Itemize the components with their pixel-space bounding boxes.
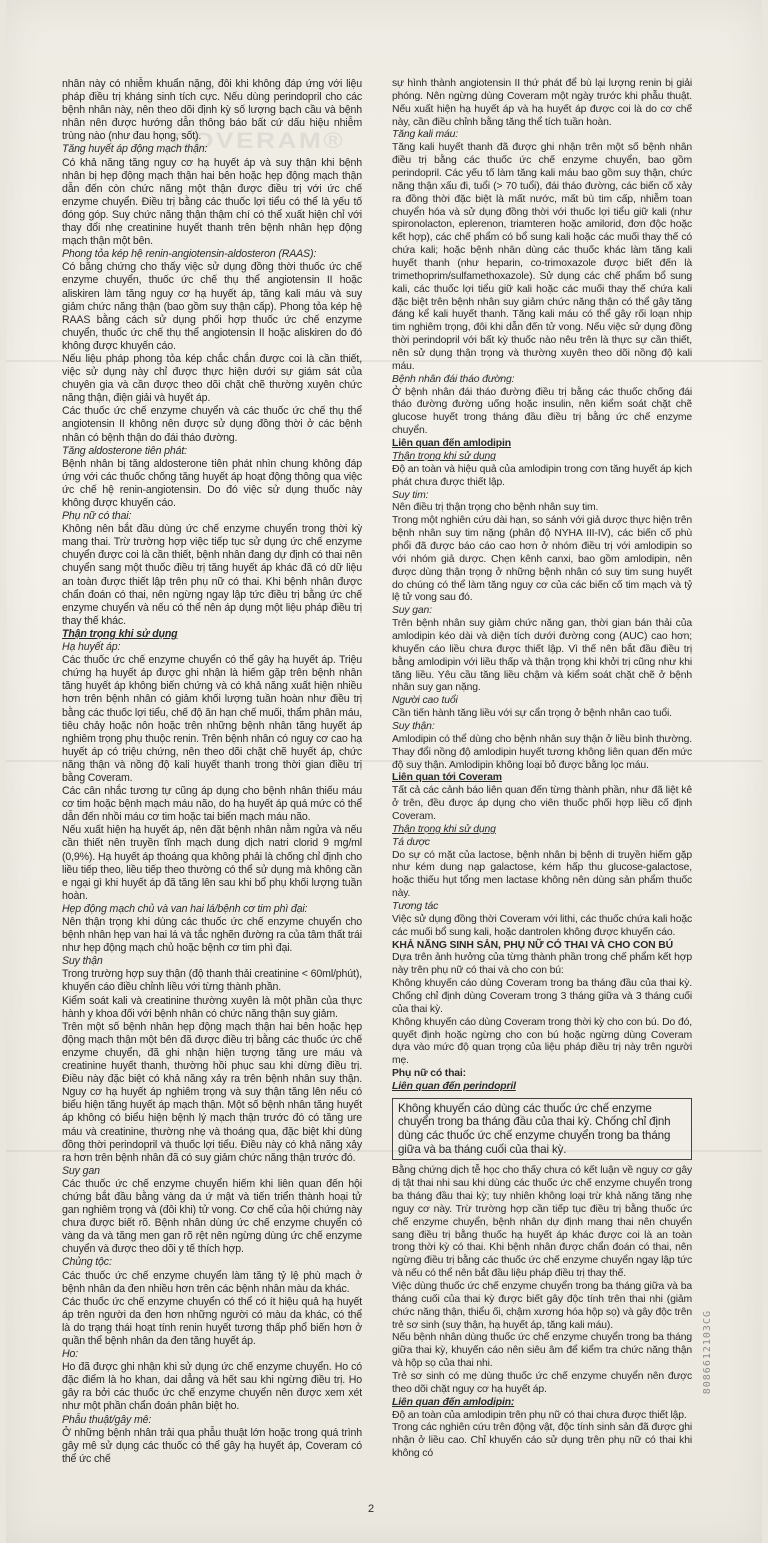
paragraph: Amlodipin có thể dùng cho bệnh nhân suy thận ở liều bình thường. Thay đổi nồng độ amlodipin huyết tương không liên quan đến mức độ suy thận. Amlodipin không loại bỏ được bằng lọc máu.	[392, 733, 692, 771]
subheading: Phong tỏa kép hệ renin-angiotensin-aldosteron (RAAS):	[62, 248, 317, 261]
paragraph: Không khuyến cáo dùng Coveram trong ba tháng đầu của thai kỳ. Chống chỉ định dùng Coveram trong 3 tháng giữa và 3 tháng cuối của thai kỳ.	[392, 978, 692, 1015]
paragraph: Trên một số bệnh nhân hẹp động mạch thận hai bên hoặc hẹp động mạch thận một bên đã được điều trị bằng các thuốc ức chế enzyme chuyển, đã ghi nhận hiện tượng tăng ure máu và creatinine huyết thanh, thường hồi phục sau khi dừng điều trị. Điều này đặc biệt có khả năng xảy ra trên bệnh nhân suy thận. Nguy cơ hạ huyết áp nghiêm trọng và suy thận tăng lên nếu có biểu hiện tăng huyết áp mạch thận. Một số bệnh nhân tăng huyết áp không có biểu hiện bệnh lý mạch thận trước đó có tăng ure máu và creatinine, thường nhẹ và thoáng qua, đặc biệt khi dùng đồng thời perindopril và thuốc lợi tiểu. Điều này có khả năng xảy ra hơn trên bệnh nhân đã có suy giảm chức năng thận trước đó.	[62, 1020, 362, 1164]
paragraph: Trên bệnh nhân suy giảm chức năng gan, thời gian bán thải của amlodipin kéo dài và diện tích dưới đường cong (AUC) cao hơn; khuyến cáo liều chưa được thiết lập. Vì thế nên bắt đầu điều trị bằng amlodipin với liều thấp và thận trọng khi khởi trị cũng như khi tăng liều. Yêu cầu tăng liều chậm và kiểm soát chặt chẽ ở bệnh nhân suy gan nặng.	[392, 618, 692, 694]
paragraph: Bằng chứng dịch tễ học cho thấy chưa có kết luận về nguy cơ gây dị tật thai nhi sau khi dùng các thuốc ức chế enzyme chuyển trong ba tháng đầu thai kỳ; tuy nhiên không loại trừ khả năng tăng nhẹ nguy cơ này. Trừ trường hợp cần tiếp tục điều trị bằng thuốc ức chế enzyme chuyển, bệnh nhân dự định mang thai nên chuyển sang điều trị bằng thuốc hạ huyết áp khác được coi là an toàn trong thời kỳ có thai. Khi bệnh nhân được chẩn đoán có thai, nên ngừng điều trị bằng các thuốc ức chế enzyme chuyển ngay lập tức và nếu có thể nên bắt đầu liệu pháp điều trị thay thế.	[392, 1165, 692, 1280]
paragraph: Nếu liệu pháp phong tỏa kép chắc chắn được coi là cần thiết, việc sử dụng này chỉ được thực hiện dưới sự giám sát của chuyên gia và cần được theo dõi chặt chẽ thường xuyên chức năng thận, điện giải và huyết áp.	[62, 352, 362, 405]
subheading: Tăng kali máu:	[392, 129, 459, 141]
boxed-warning: Không khuyến cáo dùng các thuốc ức chế enzyme chuyển trong ba tháng đầu của thai kỳ. Chống chỉ định dùng các thuốc ức chế enzyme chuyển trong ba tháng giữa và ba tháng cuối của thai kỳ.	[392, 1098, 692, 1160]
subheading: Hẹp động mạch chủ và van hai lá/bệnh cơ tim phì đại:	[62, 902, 308, 915]
paragraph: sự hình thành angiotensin II thứ phát để bù lại lượng renin bị giải phóng. Nên ngừng dùng Coveram một ngày trước khi phẫu thuật. Nếu xuất hiện hạ huyết áp và hạ huyết áp được coi là do cơ chế này, cần điều chỉnh bằng tăng thể tích tuần hoàn.	[392, 78, 692, 128]
paragraph: Độ an toàn của amlodipin trên phụ nữ có thai chưa được thiết lập.	[392, 1409, 687, 1421]
paragraph: Nếu bệnh nhân dùng thuốc ức chế enzyme chuyển trong ba tháng giữa thai kỳ, khuyến cáo nên siêu âm để kiểm tra chức năng thận và hộp sọ của thai nhi.	[392, 1332, 692, 1370]
paragraph: Nếu xuất hiện hạ huyết áp, nên đặt bệnh nhân nằm ngửa và nếu cần thiết nên truyền tĩnh mạch dung dịch natri clorid 9 mg/ml (0,9%). Hạ huyết áp thoáng qua không phải là chống chỉ định cho liều tiếp theo, liều tiếp theo thường có thể sử dụng mà không cần e ngại gì khi huyết áp đã tăng lên sau khi bổ phụ khối lượng tuần hoàn.	[62, 824, 362, 902]
paragraph: Các thuốc ức chế enzyme chuyển hiếm khi liên quan đến hội chứng bắt đầu bằng vàng da ứ mật và tiến triển thành hoại tử gan nghiêm trọng và (đôi khi) tử vong. Cơ chế của hội chứng này chưa được biết rõ. Bệnh nhân dùng ức chế enzyme chuyển có vàng da và tăng men gan rõ rệt nên ngừng dùng ức chế enzyme chuyển và được theo dõi y tế thích hợp.	[62, 1177, 362, 1256]
subheading: Tăng aldosterone tiên phát:	[62, 444, 187, 457]
section-heading: Thận trọng khi sử dụng	[62, 627, 178, 640]
paragraph: nhân này có nhiễm khuẩn nặng, đôi khi không đáp ứng với liệu pháp điều trị kháng sinh tích cực. Nếu dùng perindopril cho các bệnh nhân này, nên theo dõi định kỳ số lượng bạch cầu và bệnh nhân nên được hướng dẫn thông báo bất cứ dấu hiệu nhiễm trùng nào (như đau họng, sốt).	[62, 78, 362, 143]
subheading: Phẫu thuật/gây mê:	[62, 1413, 152, 1426]
subheading: Suy thận:	[392, 720, 435, 732]
paragraph: Độ an toàn và hiệu quả của amlodipin trong cơn tăng huyết áp kịch phát chưa được thiết lập.	[392, 463, 692, 488]
subheading: Suy gan:	[392, 605, 432, 617]
subheading: Suy tim:	[392, 489, 429, 501]
subheading: Tương tác	[392, 901, 439, 912]
bold-label: Phụ nữ có thai:	[392, 1068, 466, 1080]
paragraph: Bệnh nhân bị tăng aldosterone tiên phát nhìn chung không đáp ứng với các thuốc chống tăng huyết áp hoạt động thông qua việc ức chế hệ renin-angiotensin. Do đó việc sử dụng thuốc này không được khuyến cáo.	[62, 457, 362, 509]
subheading: Tá dược	[392, 836, 430, 848]
section-heading: Liên quan tới Coveram	[392, 772, 502, 784]
paragraph: Kiểm soát kali và creatinine thường xuyên là một phần của thực hành y khoa đối với bệnh nhân có chức năng thận suy giảm.	[62, 994, 362, 1020]
subheading: Bệnh nhân đái tháo đường:	[392, 373, 515, 385]
subheading: Người cao tuổi	[392, 695, 458, 707]
subheading: Suy thận	[62, 955, 103, 968]
paragraph: Không nên bắt đầu dùng ức chế enzyme chuyển trong thời kỳ mang thai. Trừ trường hợp việc tiếp tục sử dụng ức chế enzyme chuyển được coi là cần thiết, bệnh nhân đang dự định có thai nên chuyển sang một thuốc điều trị tăng huyết áp khác đã có dữ liệu an toàn được thiết lập trên phụ nữ có thai. Khi bệnh nhân được chẩn đoán có thai, nên ngừng ngay lập tức điều trị bằng ức chế enzyme chuyển và nếu có thể nên áp dụng một liệu pháp điều trị thay thế khác.	[62, 523, 362, 627]
bleed-through-text: COVERAM®	[171, 128, 346, 153]
paragraph: Tất cả các cảnh báo liên quan đến từng thành phần, như đã liệt kê ở trên, đều được áp dụng cho viên thuốc phối hợp liều cố định Coveram.	[392, 785, 692, 822]
section-heading: Liên quan đến perindopril	[392, 1081, 516, 1093]
left-column	[62, 78, 362, 1466]
subheading: Chủng tộc:	[62, 1256, 112, 1269]
side-code: 8086612103CG	[702, 1310, 713, 1395]
right-column	[392, 78, 692, 1461]
paragraph: Có khả năng tăng nguy cơ hạ huyết áp và suy thận khi bệnh nhân bị hẹp động mạch thận hai bên hoặc hẹp động mạch thận dẫn đến còn chức năng một thận được điều trị với ức chế enzyme chuyển. Điều trị bằng các thuốc lợi tiểu có thể là yếu tố đóng góp. Suy chức năng thận thậm chí có thể xuất hiện chỉ với thay đổi nhẹ creatinine huyết thanh trên bệnh nhân hẹp động mạch thận một bên.	[62, 156, 362, 248]
paragraph: Trong các nghiên cứu trên động vật, độc tính sinh sản đã được ghi nhận ở liều cao. Chỉ khuyến cáo sử dụng trên phụ nữ có thai khi không có	[392, 1422, 692, 1460]
paragraph: Các thuốc ức chế enzyme chuyển và các thuốc ức chế thụ thể angiotensin II không nên được sử dụng đồng thời ở các bệnh nhân có bệnh thận do đái tháo đường.	[62, 405, 362, 444]
paragraph: Không khuyến cáo dùng Coveram trong thời kỳ cho con bú. Do đó, quyết định hoặc ngừng cho con bú hoặc ngừng dùng Coveram dựa vào mức độ quan trọng của liệu pháp điều trị này trên người mẹ.	[392, 1016, 692, 1067]
paragraph: Có bằng chứng cho thấy việc sử dụng đồng thời thuốc ức chế enzyme chuyển, thuốc ức chế thụ thể angiotensin II hoặc aliskiren làm tăng nguy cơ hạ huyết áp, tăng kali máu và suy giảm chức năng thận (bao gồm suy thận cấp). Phong tỏa kép hệ RAAS bằng cách sử dụng phối hợp thuốc ức chế enzyme chuyển, thuốc ức chế thụ thể angiotensin II hoặc aliskiren do đó không được khuyến cáo.	[62, 261, 362, 352]
leaflet-page	[6, 0, 762, 1543]
paragraph: Việc dùng thuốc ức chế enzyme chuyển trong ba tháng giữa và ba tháng cuối của thai kỳ được biết gây độc tính trên thai nhi (giảm chức năng thận, thiểu ối, chậm xương hóa hộp sọ) và gây độc trên trẻ sơ sinh (suy thận, hạ huyết áp, tăng kali máu).	[392, 1281, 692, 1331]
paragraph: Trong một nghiên cứu dài hạn, so sánh với giả dược thực hiện trên bệnh nhân suy tim nặng (phân độ NYHA III-IV), các biến cố phù phổi đã được báo cáo cao hơn ở nhóm điều trị với amlodipin so với nhóm giả dược. Chẹn kênh canxi, bao gồm amlodipin, nên được dùng thận trọng ở những bệnh nhân có suy tim sung huyết do chúng có thể làm tăng nguy cơ của các biến cố tim mạch và tỷ lệ tử vong sau đó.	[392, 515, 692, 604]
page-number: 2	[368, 1503, 375, 1515]
paragraph: Việc sử dụng đồng thời Coveram với lithi, các thuốc chứa kali hoặc các muối bổ sung kali, hoặc dantrolen không được khuyến cáo.	[392, 913, 692, 938]
section-heading: Liên quan đến amlodipin	[392, 438, 511, 450]
paragraph: Ho đã được ghi nhận khi sử dụng ức chế enzyme chuyển. Ho có đặc điểm là ho khan, dai dẳng và hết sau khi ngừng điều trị. Ho gây ra bởi các thuốc ức chế enzyme chuyển nên được xem xét như một phần chẩn đoán phân biệt ho.	[62, 1361, 362, 1413]
subheading: Thận trọng khi sử dụng	[392, 823, 496, 835]
subheading: Suy gan	[62, 1164, 100, 1177]
paragraph: Do sự có mặt của lactose, bệnh nhân bị bệnh di truyền hiếm gặp như kém dung nạp galactose, kém hấp thu glucose-galactose, hoặc thiếu hụt tổng men lactase không nên dùng sản phẩm thuốc này.	[392, 849, 692, 900]
paragraph: Cần tiến hành tăng liều với sự cẩn trọng ở bệnh nhân cao tuổi.	[392, 708, 672, 720]
subheading: Tăng huyết áp động mạch thận:	[62, 143, 208, 156]
paragraph: Các thuốc ức chế enzyme chuyển làm tăng tỷ lệ phù mạch ở bệnh nhân da đen nhiều hơn trên các bệnh nhân màu da khác.	[62, 1269, 362, 1295]
subheading: Thận trọng khi sử dụng	[392, 450, 496, 462]
paragraph: Các cân nhắc tương tự cũng áp dụng cho bệnh nhân thiếu máu cơ tim hoặc bệnh mạch máu não, do hạ huyết áp quá mức có thể dẫn đến nhồi máu cơ tim hoặc tai biến mạch máu não.	[62, 785, 362, 824]
paragraph: Ở những bệnh nhân trải qua phẫu thuật lớn hoặc trong quá trình gây mê sử dụng các thuốc có thể gây hạ huyết áp, Coveram có thể ức chế	[62, 1426, 362, 1465]
subheading: Ho:	[62, 1348, 79, 1361]
paragraph: Các thuốc ức chế enzyme chuyển có thể có ít hiệu quả hạ huyết áp trên người da đen hơn những người có màu da khác, có thể là do trạng thái hoạt tính renin huyết tương thấp phổ biến hơn ở quần thể bệnh nhân da đen tăng huyết áp.	[62, 1295, 362, 1347]
section-heading: Liên quan đến amlodipin:	[392, 1396, 515, 1408]
chapter-heading: KHẢ NĂNG SINH SẢN, PHỤ NỮ CÓ THAI VÀ CHO CON BÚ	[392, 939, 673, 951]
paragraph: Ở bệnh nhân đái tháo đường điều trị bằng các thuốc chống đái tháo đường đường uống hoặc insulin, nên kiểm soát chặt chẽ glucose huyết trong tháng đầu điều trị bằng ức chế enzyme chuyển.	[392, 386, 692, 437]
subheading: Phụ nữ có thai:	[62, 510, 132, 523]
subheading: Hạ huyết áp:	[62, 641, 121, 654]
paragraph: Trong trường hợp suy thận (độ thanh thải creatinine < 60ml/phút), khuyến cáo điều chỉnh liều với từng thành phần.	[62, 968, 362, 994]
paragraph: Các thuốc ức chế enzyme chuyển có thể gây hạ huyết áp. Triệu chứng hạ huyết áp được ghi nhận là hiếm gặp trên bệnh nhân tăng huyết áp không biến chứng và có khả năng xuất hiện nhiều hơn trên bệnh nhân có giảm khối lượng tuần hoàn như điều trị bằng các thuốc lợi tiểu, chế độ ăn hạn chế muối, thẩm phân máu, tiêu chảy hoặc nôn hoặc trên những bệnh nhân tăng huyết áp nghiêm trọng phụ thuộc renin. Trên bệnh nhân có nguy cơ cao hạ huyết áp có triệu chứng, nên theo dõi chặt chẽ huyết áp, chức năng thận và nồng độ kali huyết thanh trong thời gian điều trị bằng Coveram.	[62, 654, 362, 784]
paragraph: Trẻ sơ sinh có mẹ dùng thuốc ức chế enzyme chuyển nên được theo dõi chặt nguy cơ hạ huyết áp.	[392, 1371, 692, 1395]
paragraph: Nên điều trị thận trọng cho bệnh nhân suy tim.	[392, 502, 599, 514]
paragraph: Nên thận trọng khi dùng các thuốc ức chế enzyme chuyển cho bệnh nhân hẹp van hai lá và tắc nghẽn đường ra của tâm thất trái như hẹp động mạch chủ hoặc bệnh cơ tim phì đại.	[62, 916, 362, 955]
paragraph: Tăng kali huyết thanh đã được ghi nhận trên một số bệnh nhân điều trị bằng các thuốc ức chế enzyme chuyển, bao gồm perindopril. Các yếu tố làm tăng kali máu bao gồm suy thận, chức năng thận xấu đi, tuổi (> 70 tuổi), đái tháo đường, các biến cố xảy ra đồng thời đặc biệt là mất nước, mất bù tim cấp, nhiễm toan chuyển hóa và sử dụng đồng thời với thuốc lợi tiểu giữ kali (như spironolacton, eplerenon, triamteren hoặc amilorid, đơn độc hoặc kết hợp), các chế phẩm có bổ sung kali hoặc các muối thay thế có chứa kali; hoặc bệnh nhân dùng các thuốc khác làm tăng kali huyết thanh (như heparin, co-trimoxazole được biết đến là trimethoprim/sulfamethoxazole). Sử dụng các chế phẩm bổ sung kali, các thuốc lợi tiểu giữ kali hoặc các muối thay thế chứa kali đặc biệt trên bệnh nhân suy giảm chức năng thận có thể gây tăng đáng kể kali huyết thanh. Tăng kali máu có thể gây rối loạn nhịp tim nghiêm trọng, đôi khi dẫn đến tử vong. Nếu việc sử dụng đồng thời perindopril với bất kỳ thuốc nào nêu trên là thực sự cần thiết, nên sử dụng thận trọng và thường xuyên theo dõi nồng độ kali máu.	[392, 142, 692, 372]
paragraph: Dựa trên ảnh hưởng của từng thành phần trong chế phẩm kết hợp này trên phụ nữ có thai và cho con bú:	[392, 952, 692, 977]
